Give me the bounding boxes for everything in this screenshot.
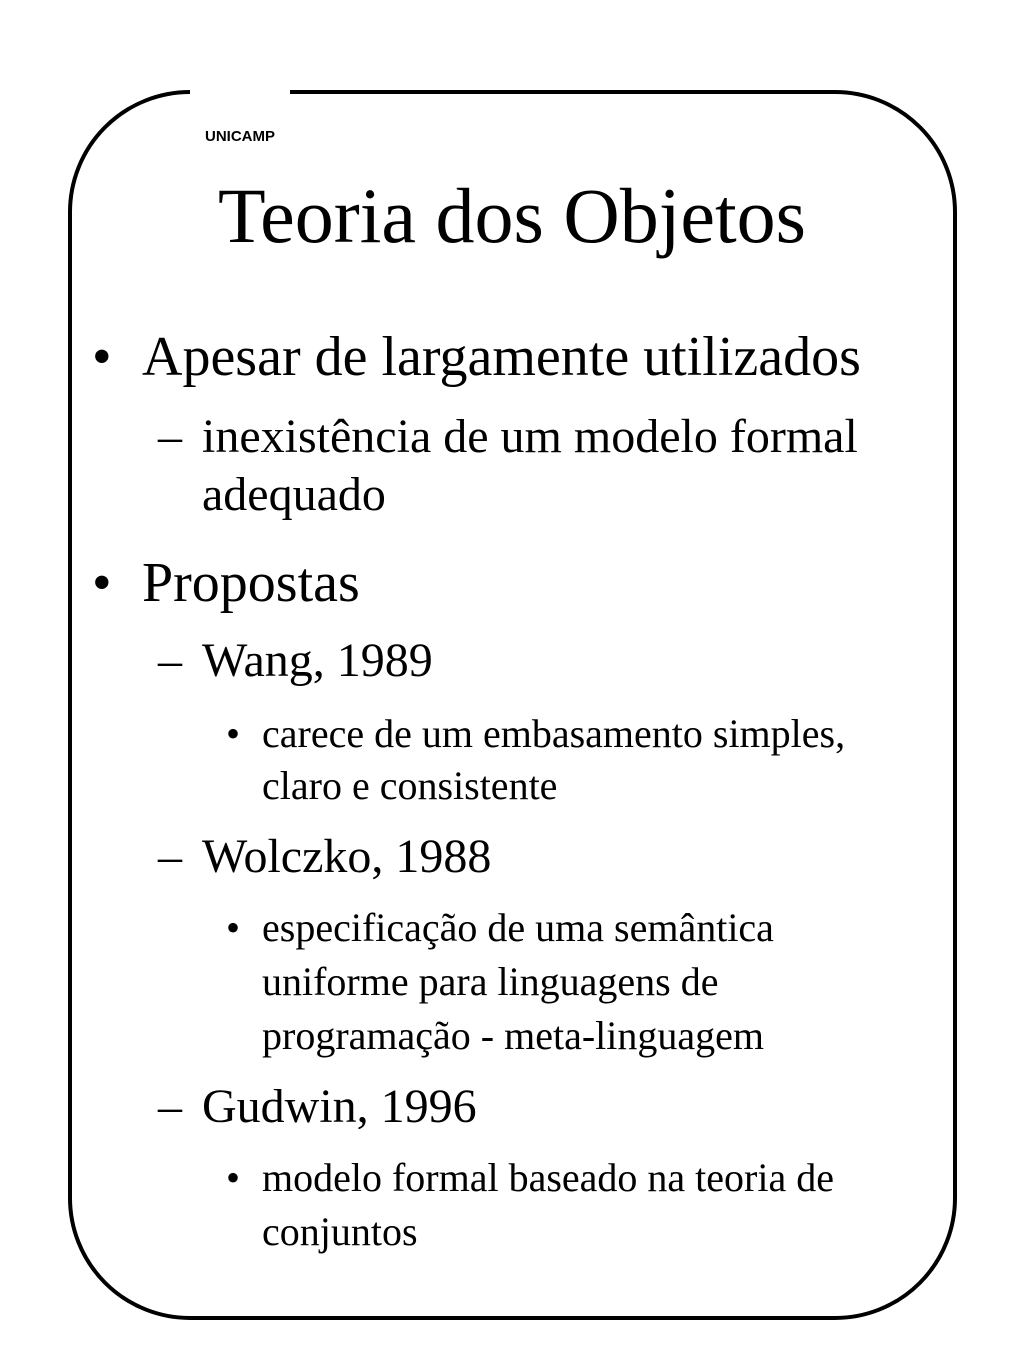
bullet-marker: • [92, 552, 112, 614]
list-item: inexistência de um modelo formal [202, 410, 858, 463]
bullet-marker: • [226, 711, 241, 756]
unicamp-logo [190, 40, 290, 150]
logo-text: UNICAMP [205, 128, 275, 145]
list-item: modelo formal baseado na teoria de [262, 1155, 834, 1200]
list-item: carece de um embasamento simples, [262, 711, 846, 756]
page-title: Teoria dos Objetos [217, 172, 807, 259]
bullet-marker: • [226, 1155, 241, 1200]
list-item: Propostas [142, 552, 360, 614]
list-item: Gudwin, 1996 [202, 1080, 477, 1133]
bullet-marker: • [226, 905, 241, 950]
bullet-marker: • [92, 326, 112, 388]
dash-marker: – [158, 410, 182, 463]
dash-marker: – [158, 634, 182, 687]
list-item: especificação de uma semântica [262, 905, 774, 950]
dash-marker: – [158, 1080, 182, 1133]
dash-marker: – [158, 830, 182, 883]
list-item: Apesar de largamente utilizados [142, 326, 861, 388]
list-item: adequado [202, 468, 386, 521]
list-item: claro e consistente [262, 763, 558, 808]
list-item: Wolczko, 1988 [202, 830, 492, 883]
list-item: Wang, 1989 [202, 634, 433, 687]
list-item: programação - meta-linguagem [262, 1013, 764, 1058]
list-item: conjuntos [262, 1209, 418, 1254]
list-item: uniforme para linguagens de [262, 959, 719, 1004]
